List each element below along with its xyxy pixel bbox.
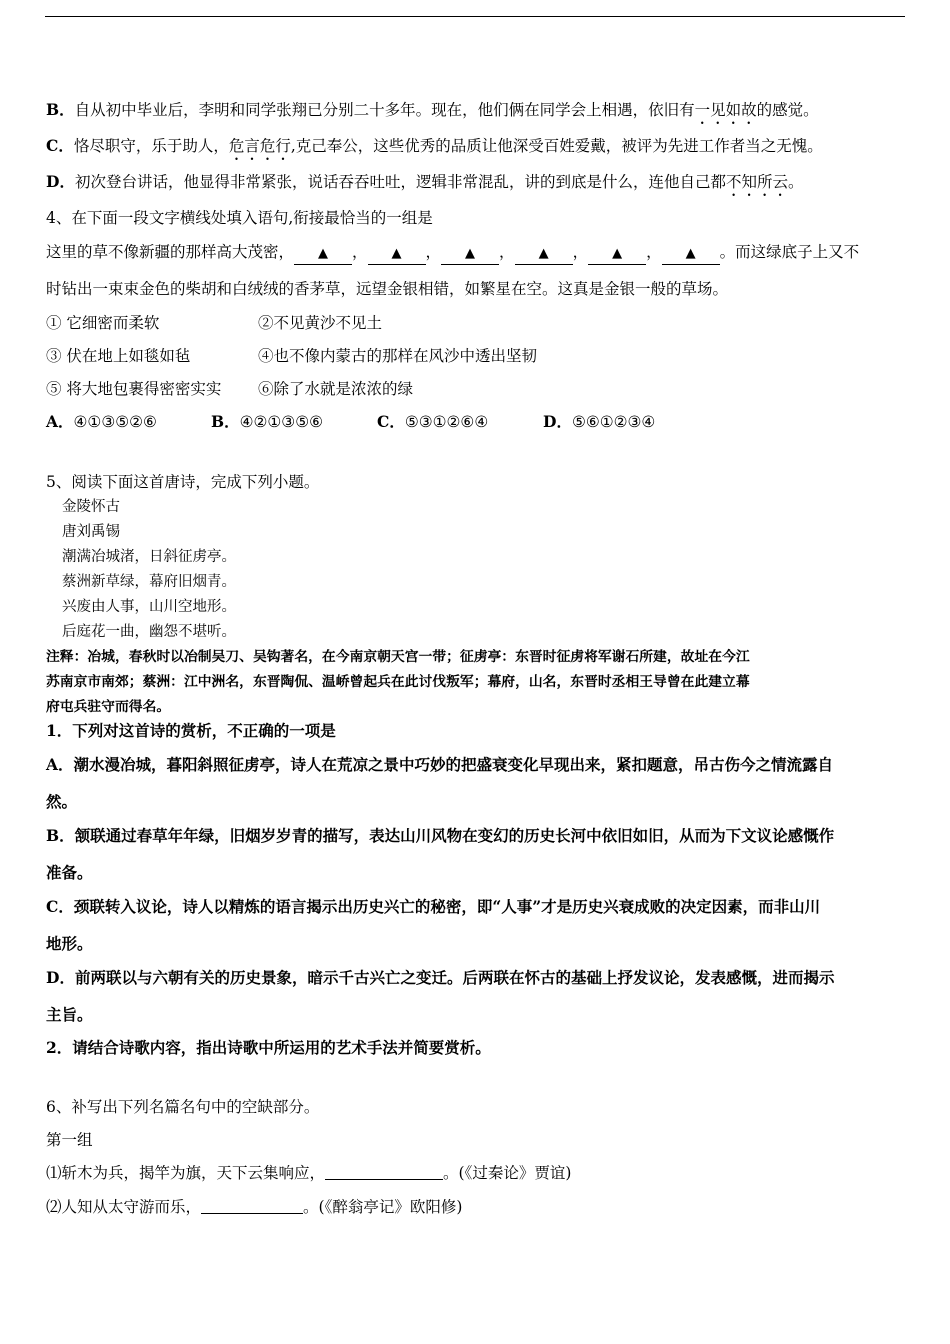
q4-item-4: ④也不像内蒙古的那样在风沙中透出坚韧 bbox=[258, 347, 538, 365]
q4-item-2: ②不见黄沙不见土 bbox=[258, 314, 383, 332]
answer-blank bbox=[325, 1163, 443, 1180]
q3-option-b bbox=[46, 100, 819, 128]
poem-line-1: 潮满冶城渚，日斜征虏亭。 bbox=[62, 549, 236, 565]
q4-choice-c bbox=[377, 412, 488, 432]
q4-paragraph-line2: 时钻出一束束金色的柴胡和白绒绒的香茅草，远望金银相错，如繁星在空。这真是金银一般的草场。 bbox=[46, 280, 729, 298]
q5-sub1-stem: 1．下列对这首诗的赏析，不正确的一项是 bbox=[46, 721, 336, 740]
q5-option-a-line2: 然。 bbox=[46, 792, 78, 811]
q6-item-2 bbox=[46, 1197, 462, 1217]
item-text: ⑴斩木为兵，揭竿为旗，天下云集响应， bbox=[46, 1164, 326, 1182]
q5-option-b-line2: 准备。 bbox=[46, 863, 93, 882]
q4-choice-d bbox=[543, 412, 655, 432]
dotted-word: 危言危行 bbox=[228, 137, 291, 155]
q4-item-1: ① 它细密而柔软 bbox=[46, 314, 160, 332]
choice-letter: D． bbox=[543, 412, 572, 431]
option-text-end: ,克己奉公，这些优秀的品质让他深受百姓爱戴，被评为先进工作者当之无愧。 bbox=[290, 137, 823, 155]
paragraph-text: 这里的草不像新疆的那样高大茂密， bbox=[46, 243, 295, 261]
comma: ， bbox=[572, 243, 589, 261]
choice-letter: B． bbox=[211, 412, 240, 431]
q6-group-label: 第一组 bbox=[46, 1131, 93, 1149]
dotted-word: 不知所云 bbox=[725, 173, 788, 191]
comma: ， bbox=[425, 243, 442, 261]
option-letter: B． bbox=[46, 100, 75, 119]
q4-choice-a bbox=[46, 412, 157, 432]
poem-line-4: 后庭花一曲，幽怨不堪听。 bbox=[62, 624, 236, 640]
q5-sub2-stem: 2．请结合诗歌内容，指出诗歌中所运用的艺术手法并简要赏析。 bbox=[46, 1038, 491, 1057]
poem-line-3: 兴废由人事，山川空地形。 bbox=[62, 599, 236, 615]
triangle-marker: ▲ bbox=[391, 246, 402, 261]
option-letter: D． bbox=[46, 172, 75, 191]
q6-stem: 6、补写出下列名篇名句中的空缺部分。 bbox=[46, 1098, 320, 1116]
fill-blank bbox=[662, 242, 720, 265]
triangle-marker: ▲ bbox=[318, 246, 329, 261]
choice-letter: C． bbox=[377, 412, 405, 431]
option-text: 恪尽职守，乐于助人， bbox=[73, 137, 229, 155]
poem-note-line-1: 注释：冶城，春秋时以冶制吴刀、吴钩著名，在今南京朝天宫一带；征虏亭：东晋时征虏将军谢石所建，故址在今江 bbox=[46, 649, 750, 665]
item-source: 。(《过秦论》贾谊) bbox=[443, 1164, 572, 1182]
q3-option-d bbox=[46, 172, 804, 200]
q5-option-c-line2: 地形。 bbox=[46, 934, 93, 953]
item-source: 。(《醉翁亭记》欧阳修) bbox=[303, 1198, 463, 1216]
fill-blank bbox=[368, 242, 426, 265]
paragraph-text: 。而这绿底子上又不 bbox=[719, 243, 860, 261]
option-text: 初次登台讲话，他显得非常紧张，说话吞吞吐吐，逻辑非常混乱，讲的到底是什么，连他自己都 bbox=[74, 173, 726, 191]
q4-item-5: ⑤ 将大地包裹得密密实实 bbox=[46, 380, 222, 398]
option-text: 自从初中毕业后，李明和同学张翔已分别二十多年。现在，他们俩在同学会上相遇，依旧有 bbox=[74, 101, 695, 119]
choice-text: ⑤⑥①②③④ bbox=[571, 413, 656, 431]
triangle-marker: ▲ bbox=[465, 246, 476, 261]
q4-item-3: ③ 伏在地上如毯如毡 bbox=[46, 347, 191, 365]
choice-letter: A． bbox=[46, 412, 74, 431]
q4-item-6: ⑥除了水就是浓浓的绿 bbox=[258, 380, 414, 398]
q5-option-b-line1: B．颔联通过春草年年绿，旧烟岁岁青的描写，表达山川风物在变幻的历史长河中依旧如旧，从而为下文议论感慨作 bbox=[46, 826, 835, 845]
triangle-marker: ▲ bbox=[685, 246, 696, 261]
option-text-end: 。 bbox=[787, 173, 804, 191]
fill-blank bbox=[294, 242, 352, 265]
triangle-marker: ▲ bbox=[612, 246, 623, 261]
answer-blank bbox=[201, 1197, 303, 1214]
comma: ， bbox=[646, 243, 662, 261]
q5-option-a-line1: A．潮水漫冶城，暮阳斜照征虏亭，诗人在荒凉之景中巧妙的把盛衰变化早现出来，紧扣题意，吊古伤今之情流露自 bbox=[46, 755, 834, 774]
item-text: ⑵人知从太守游而乐， bbox=[46, 1198, 202, 1216]
fill-blank bbox=[441, 242, 499, 265]
poem-note-line-3: 府屯兵驻守而得名。 bbox=[46, 699, 171, 715]
q5-option-d-line1: D．前两联以与六朝有关的历史景象，暗示千古兴亡之变迁。后两联在怀古的基础上抒发议论，发表感慨，进而揭示 bbox=[46, 968, 835, 987]
choice-text: ④①③⑤②⑥ bbox=[73, 413, 157, 431]
q5-stem: 5、阅读下面这首唐诗，完成下列小题。 bbox=[46, 473, 320, 491]
q4-choice-b bbox=[211, 412, 323, 432]
dotted-word: 一见如故 bbox=[694, 101, 757, 119]
poem-author: 唐刘禹锡 bbox=[62, 524, 120, 540]
comma: ， bbox=[499, 243, 515, 261]
header-rule bbox=[45, 16, 905, 17]
choice-text: ④②①③⑤⑥ bbox=[239, 413, 323, 431]
comma: ， bbox=[352, 243, 368, 261]
poem-note-line-2: 苏南京市南郊；蔡洲：江中洲名，东晋陶侃、温峤曾起兵在此讨伐叛军；幕府，山名，东晋时丞相王导曾在此建立幕 bbox=[46, 674, 750, 690]
q6-item-1 bbox=[46, 1163, 571, 1183]
option-letter: C． bbox=[46, 136, 74, 155]
option-text-end: 的感觉。 bbox=[756, 101, 819, 119]
choice-text: ⑤③①②⑥④ bbox=[404, 413, 489, 431]
fill-blank bbox=[515, 242, 573, 265]
poem-line-2: 蔡洲新草绿，幕府旧烟青。 bbox=[62, 574, 236, 590]
poem-title: 金陵怀古 bbox=[62, 499, 120, 515]
q5-option-c-line1: C．颈联转入议论，诗人以精炼的语言揭示出历史兴亡的秘密，即“人事”才是历史兴衰成败的决定因素，而非山川 bbox=[46, 897, 821, 916]
q3-option-c bbox=[46, 136, 823, 164]
fill-blank bbox=[588, 242, 646, 265]
triangle-marker: ▲ bbox=[538, 246, 549, 261]
q4-paragraph-line1 bbox=[46, 242, 859, 265]
q5-option-d-line2: 主旨。 bbox=[46, 1005, 93, 1024]
q4-stem: 4、在下面一段文字横线处填入语句,衔接最恰当的一组是 bbox=[46, 209, 433, 227]
